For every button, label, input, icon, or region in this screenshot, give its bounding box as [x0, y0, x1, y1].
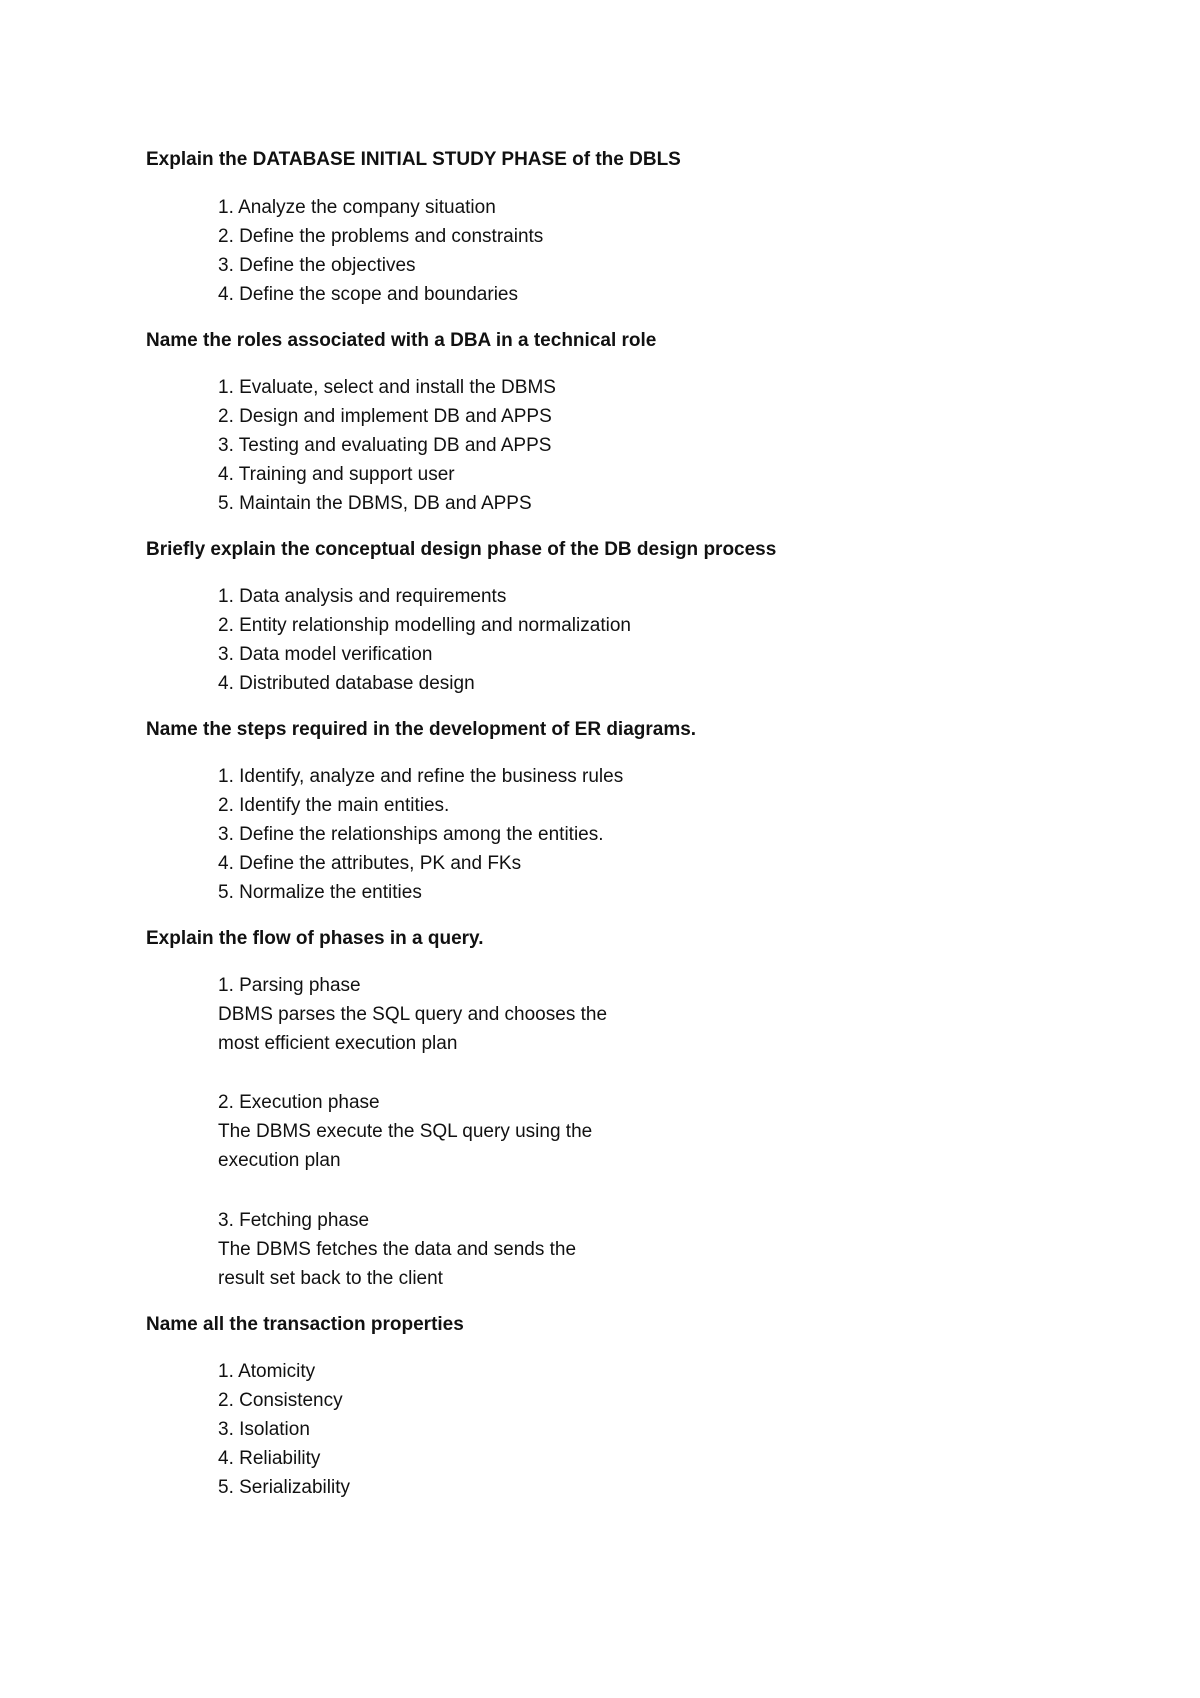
phase-description-line: The DBMS fetches the data and sends the — [218, 1239, 577, 1260]
phase-title: 3. Fetching phase — [218, 1210, 370, 1231]
phase-execution — [218, 1088, 592, 1175]
section-heading-dba-roles: Name the roles associated with a DBA in a technical role — [146, 330, 657, 351]
list-item: 5. Normalize the entities — [218, 882, 422, 903]
list-item: 2. Design and implement DB and APPS — [218, 406, 552, 427]
phase-title: 2. Execution phase — [218, 1092, 380, 1113]
phase-description-line: most efficient execution plan — [218, 1033, 458, 1054]
list-item: 1. Identify, analyze and refine the business rules — [218, 766, 624, 787]
list-item: 3. Define the relationships among the entities. — [218, 824, 604, 845]
section-heading-query-phases: Explain the flow of phases in a query. — [146, 928, 484, 949]
section-heading-initial-study: Explain the DATABASE INITIAL STUDY PHASE of the DBLS — [146, 149, 681, 170]
list-item: 2. Identify the main entities. — [218, 795, 450, 816]
list-item: 2. Consistency — [218, 1390, 343, 1411]
section-heading-er-diagrams: Name the steps required in the development of ER diagrams. — [146, 719, 697, 740]
phase-description-line: execution plan — [218, 1150, 341, 1171]
list-item: 2. Define the problems and constraints — [218, 226, 544, 247]
list-item: 4. Define the attributes, PK and FKs — [218, 853, 522, 874]
list-item: 1. Atomicity — [218, 1361, 316, 1382]
list-er-diagrams — [218, 762, 623, 907]
list-transaction-properties — [218, 1357, 350, 1502]
phase-fetching — [218, 1206, 576, 1293]
list-item: 1. Analyze the company situation — [218, 197, 496, 218]
list-item: 4. Distributed database design — [218, 673, 475, 694]
list-initial-study — [218, 193, 543, 309]
list-item: 5. Serializability — [218, 1477, 350, 1498]
phase-description-line: DBMS parses the SQL query and chooses the — [218, 1004, 608, 1025]
list-item: 3. Testing and evaluating DB and APPS — [218, 435, 552, 456]
list-item: 5. Maintain the DBMS, DB and APPS — [218, 493, 532, 514]
list-item: 3. Data model verification — [218, 644, 433, 665]
phase-description-line: The DBMS execute the SQL query using the — [218, 1121, 593, 1142]
section-heading-transaction-properties: Name all the transaction properties — [146, 1314, 464, 1335]
section-heading-conceptual-design: Briefly explain the conceptual design phase of the DB design process — [146, 539, 777, 560]
list-item: 2. Entity relationship modelling and normalization — [218, 615, 631, 636]
phase-description-line: result set back to the client — [218, 1268, 443, 1289]
list-item: 3. Isolation — [218, 1419, 310, 1440]
list-item: 4. Define the scope and boundaries — [218, 284, 518, 305]
phase-title: 1. Parsing phase — [218, 975, 361, 996]
list-item: 1. Data analysis and requirements — [218, 586, 507, 607]
list-item: 4. Training and support user — [218, 464, 455, 485]
phase-parsing — [218, 971, 607, 1058]
list-item: 4. Reliability — [218, 1448, 321, 1469]
list-item: 3. Define the objectives — [218, 255, 416, 276]
list-dba-roles — [218, 373, 556, 518]
list-conceptual-design — [218, 582, 631, 698]
list-item: 1. Evaluate, select and install the DBMS — [218, 377, 556, 398]
